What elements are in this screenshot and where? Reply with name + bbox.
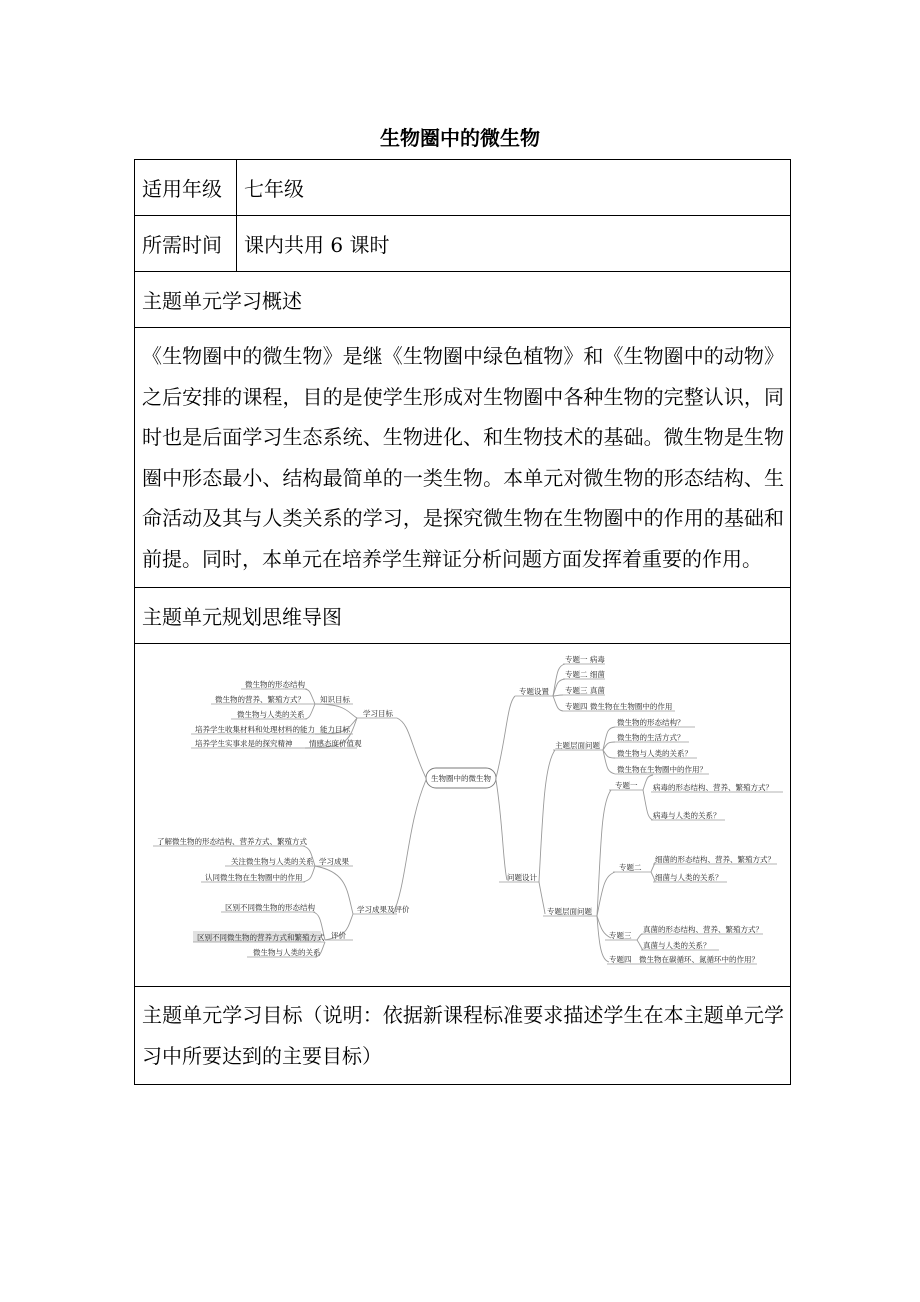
node-design: 问题设计 [507,873,537,882]
node-e2: 区别不同微生物的营养方式和繁殖方式 [197,933,325,942]
time-label: 所需时间 [135,216,237,272]
node-t3: 专题三 真菌 [565,686,605,695]
node-s2: 专题二 [619,863,642,872]
grade-value: 七年级 [237,160,791,216]
node-s3a: 真菌的形态结构、营养、繁殖方式？ [643,925,763,934]
grade-row [135,160,791,216]
node-s4a: 微生物在碳循环、氮循环中的作用？ [639,955,759,964]
node-s2b: 细菌与人类的关系？ [655,873,723,882]
page-title: 生物圈中的微生物 [380,126,540,150]
connector [496,780,507,880]
node-knowledge: 知识目标 [320,695,350,704]
node-r1: 了解微生物的形态结构、营养方式、繁殖方式 [157,837,307,846]
node-t4: 专题四 微生物在生物圈中的作用 [565,702,673,711]
mindmap-heading-row [135,588,791,644]
node-s4: 专题四 [609,955,632,964]
time-row [135,216,791,272]
node-s3: 专题三 [609,931,632,940]
node-q2: 微生物的生活方式？ [617,733,685,742]
mindmap-row [135,644,791,987]
goals-heading: 主题单元学习目标（说明：依据新课程标准要求描述学生在本主题单元学习中所要达到的主要目标） [135,987,791,1085]
node-s1: 专题一 [615,781,638,790]
overview-row [135,328,791,588]
node-r2: 关注微生物与人类的关系 [231,857,314,866]
connector [397,718,426,778]
node-main-q: 主题层面问题 [555,741,600,750]
node-topic-q: 专题层面问题 [547,907,592,916]
connector [393,780,426,914]
node-attitude: 情感态度价值观 [309,739,362,748]
node-a1: 培养学生收集材料和处理材料的能力 [195,725,315,734]
node-q4: 微生物在生物圈中的作用？ [617,765,707,774]
node-t1: 专题一 病毒 [565,655,605,664]
node-t1: 培养学生实事求是的探究精神 [195,739,293,748]
mindmap-cell [135,644,791,987]
unit-table [134,159,791,1085]
node-s1b: 病毒与人类的关系？ [653,811,721,820]
node-k2: 微生物的营养、繁殖方式？ [215,695,305,704]
node-e3: 微生物与人类的关系 [253,948,321,957]
mindmap-center-label: 生物圈中的微生物 [431,774,491,783]
node-s1a: 病毒的形态结构、营养、繁殖方式？ [653,783,773,792]
overview-heading-row [135,272,791,328]
node-t2: 专题二 细菌 [565,670,605,679]
time-value: 课内共用 6 课时 [237,216,791,272]
node-k3: 微生物与人类的关系 [237,710,305,719]
node-evaluation: 评价 [331,931,346,940]
node-k1: 微生物的形态结构 [245,680,305,689]
mindmap-heading: 主题单元规划思维导图 [135,588,791,644]
connector [496,696,515,778]
node-r3: 认同微生物在生物圈中的作用 [205,873,303,882]
node-q3: 微生物与人类的关系？ [617,749,692,758]
node-goals: 学习目标 [363,709,393,718]
node-results: 学习成果 [319,857,349,866]
overview-text: 《生物圈中的微生物》是继《生物圈中绿色植物》和《生物圈中的动物》之后安排的课程，目的是使学生形成对生物圈中各种生物的完整认识，同时也是后面学习生态系统、生物进化、和生物技术的基础。微生物是生物圈中形态最小、结构最简单的一类生物。本单元对微生物的形态结构、生命活动及其与人类关系的学习，是探究微生物在生物圈中的作用的基础和前提。同时，本单元在培养学生辩证分析问题方面发挥着重要的作用。 [135,328,791,588]
node-ability: 能力目标 [320,725,350,734]
node-s2a: 细菌的形态结构、营养、繁殖方式？ [655,855,775,864]
node-e1: 区别不同微生物的形态结构 [225,903,315,912]
node-q1: 微生物的形态结构？ [617,718,685,727]
grade-label: 适用年级 [135,160,237,216]
node-s3b: 真菌与人类的关系？ [643,941,711,950]
overview-heading: 主题单元学习概述 [135,272,791,328]
node-outcomes: 学习成果及评价 [357,905,410,914]
goals-row [135,987,791,1085]
mindmap-diagram [135,644,791,986]
node-topics: 专题设置 [519,687,549,696]
